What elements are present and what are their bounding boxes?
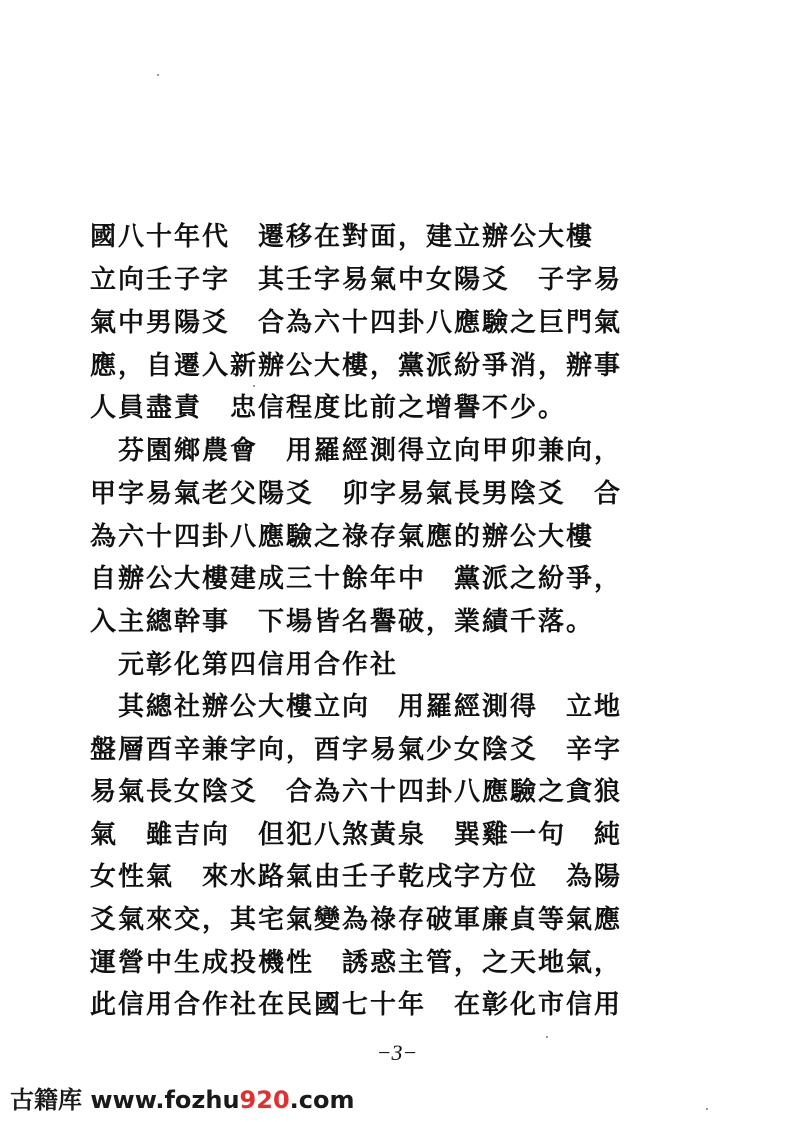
text-line: 元彰化第四信用合作社 xyxy=(90,650,399,680)
text-line: 氣中男陽爻 合為六十四卦八應驗之巨門氣 xyxy=(90,308,623,338)
text-line: 女性氣 來水路氣由壬子乾戌字方位 為陽 xyxy=(90,862,623,892)
text-line: 為六十四卦八應驗之祿存氣應的辦公大樓 xyxy=(90,522,595,552)
text-line: 應，自遷入新辦公大樓，黨派紛爭消，辦事 xyxy=(90,351,623,381)
scan-speck xyxy=(546,1036,548,1038)
text-line: 氣 雖吉向 但犯八煞黃泉 巽雞一句 純 xyxy=(90,820,623,850)
text-line: 國八十年代 遷移在對面，建立辦公大樓 xyxy=(90,222,595,252)
scan-speck xyxy=(706,1108,708,1110)
watermark-url-prefix: www. xyxy=(90,1086,165,1114)
text-line: 芬園鄉農會 用羅經測得立向甲卯兼向， xyxy=(90,436,623,466)
scan-speck xyxy=(253,385,255,387)
watermark-url-suffix: .com xyxy=(289,1086,355,1114)
text-line: 立向壬子字 其壬字易氣中女陽爻 子字易 xyxy=(90,265,623,295)
text-line: 甲字易氣老父陽爻 卯字易氣長男陰爻 合 xyxy=(90,479,623,509)
page-number: −3− xyxy=(376,1040,418,1065)
site-watermark xyxy=(10,1080,355,1115)
text-line: 盤層酉辛兼字向，酉字易氣少女陰爻 辛字 xyxy=(90,735,623,765)
watermark-url-main: fozhu xyxy=(164,1086,240,1114)
text-line: 易氣長女陰爻 合為六十四卦八應驗之貪狼 xyxy=(90,777,623,807)
scan-speck xyxy=(157,74,159,76)
text-line: 自辦公大樓建成三十餘年中 黨派之紛爭， xyxy=(90,564,623,594)
text-line: 爻氣來交，其宅氣變為祿存破軍廉貞等氣應 xyxy=(90,905,623,935)
text-line: 此信用合作社在民國七十年 在彰化市信用 xyxy=(90,990,623,1020)
text-line: 人員盡責 忠信程度比前之增譽不少。 xyxy=(90,393,567,423)
watermark-url-number: 920 xyxy=(239,1086,290,1114)
text-line: 運營中生成投機性 誘惑主管，之天地氣， xyxy=(90,948,623,978)
watermark-site-name: 古籍库 xyxy=(10,1086,82,1114)
text-line: 入主總幹事 下場皆名譽破，業績千落。 xyxy=(90,607,595,637)
text-line: 其總社辦公大樓立向 用羅經測得 立地 xyxy=(90,692,623,722)
